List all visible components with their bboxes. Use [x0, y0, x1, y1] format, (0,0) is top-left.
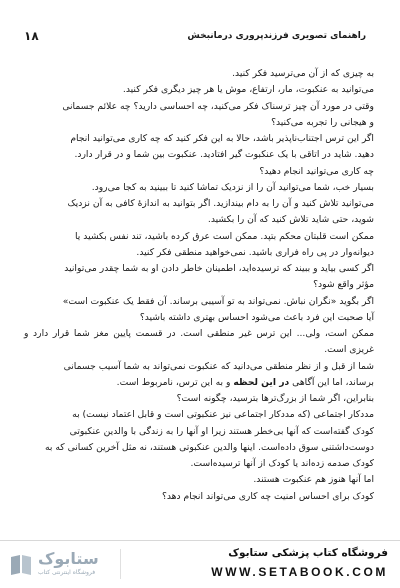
running-title: راهنمای تصویری فرزندپروری درمانبخش: [187, 31, 366, 41]
logo-subtext: فروشگاه اینترنتی کتاب: [38, 569, 96, 576]
body-line: دوست‌داشتنی سوق داده‌است. اینها والدین عنکبوتی هستند، نه مثل آخرین کسانی که به: [44, 441, 374, 453]
website-link[interactable]: WWW.SETABOOK.COM: [211, 565, 388, 579]
body-line: شوید، حتی شاید تلاش کنید که آن را بکشید.: [207, 214, 374, 226]
body-line: مؤثر واقع شود؟: [313, 279, 374, 291]
body-line: بسیار خب، شما می‌توانید آن را از نزدیک تماشا کنید تا ببینید به کجا می‌رود.: [91, 181, 374, 193]
body-line: کودک گفته‌است که آنها بی‌خطر هستند زیرا او آنها را به زندگی با والدین عنکبوتی: [69, 425, 374, 437]
page-number: ۱۸: [24, 29, 39, 43]
body-line: می‌توانید به عنکبوت، مار، ارتفاع، موش یا هر چیز دیگری فکر کنید.: [122, 84, 374, 96]
body-line: اگر کسی بیاید و ببیند که ترسیده‌اید، اطمینان خاطر دادن او به شما چقدر می‌توانید: [64, 263, 374, 274]
body-line-emphasis: [24, 375, 374, 391]
body-line: مددکار اجتماعی (که مددکار اجتماعی نیز عنکبوتی است و قابل اعتماد نیست) به: [72, 409, 374, 421]
book-logo-icon: [8, 551, 34, 577]
body-line: چه کاری می‌توانید انجام دهید؟: [259, 165, 374, 177]
body-line: آیا صحبت این فرد باعث می‌شود احساس بهتری داشته باشید؟: [139, 311, 374, 323]
body-line: اما آنها هنوز هم عنکبوت هستند.: [253, 474, 374, 486]
body-line: ممکن است، ولی... این ترس غیر منطقی است. در قسمت پایین مغز شما قرار دارد و غریزی است.: [24, 328, 374, 356]
emphasis-inline: در این لحظه: [233, 376, 290, 388]
body-line: کودک برای احساس امنیت چه کاری می‌تواند انجام دهد؟: [161, 490, 374, 502]
page-header: [24, 28, 374, 44]
store-name: فروشگاه کتاب پزشکی ستابوک: [228, 547, 388, 559]
body-line: اگر این ترس اجتناب‌ناپذیر باشد، حالا به این فکر کنید که چه کاری می‌توانید انجام: [70, 133, 374, 144]
body-line: بنابراین، اگر شما از بزرگ‌ترها بترسید، چگونه است؟: [176, 393, 374, 404]
body-line: و هیجانی را تجربه می‌کنید؟: [271, 116, 374, 128]
footer-banner: [0, 540, 400, 588]
body-line: دهید. شاید در اتاقی با یک عنکبوت گیر افتادید. عنکبوت بین شما و در قرار دارد.: [74, 149, 374, 161]
footer-divider: [120, 549, 121, 579]
body-text: [24, 66, 374, 505]
body-line: اگر بگوید «نگران نباش. نمی‌تواند به تو آسیبی برساند. آن فقط یک عنکبوت است»: [62, 295, 374, 307]
body-line: برساند، اما این آگاهی در این لحظه و به این ترس، نامربوط است.: [116, 376, 374, 388]
logo-text: ستابوک: [38, 549, 99, 568]
body-line: ممکن است قلبتان محکم بتپد. ممکن است عرق کرده باشید، تند نفس بکشید یا: [74, 230, 374, 242]
body-line: به چیزی که از آن می‌ترسید فکر کنید.: [232, 68, 374, 79]
body-line: کودک صدمه زده‌اند یا کودک از آنها ترسیده‌است.: [190, 458, 374, 469]
body-line: می‌توانید تلاش کنید و آن را به دام بیندازید. اگر بتوانید به اندازهٔ کافی به آن نزدیک: [67, 198, 374, 209]
body-line: شما از قبل و از نظر منطقی می‌دانید که عنکبوت نمی‌تواند به شما آسیب جسمانی: [63, 360, 374, 372]
body-line: وقتی در مورد آن چیز ترسناک فکر می‌کنید، چه احساسی دارید؟ چه علائم جسمانی: [62, 100, 374, 112]
setabook-logo[interactable]: [8, 547, 113, 581]
body-line: دیوانه‌وار در پی راه فراری باشید. نمی‌خواهید منطقی فکر کنید.: [136, 246, 374, 258]
